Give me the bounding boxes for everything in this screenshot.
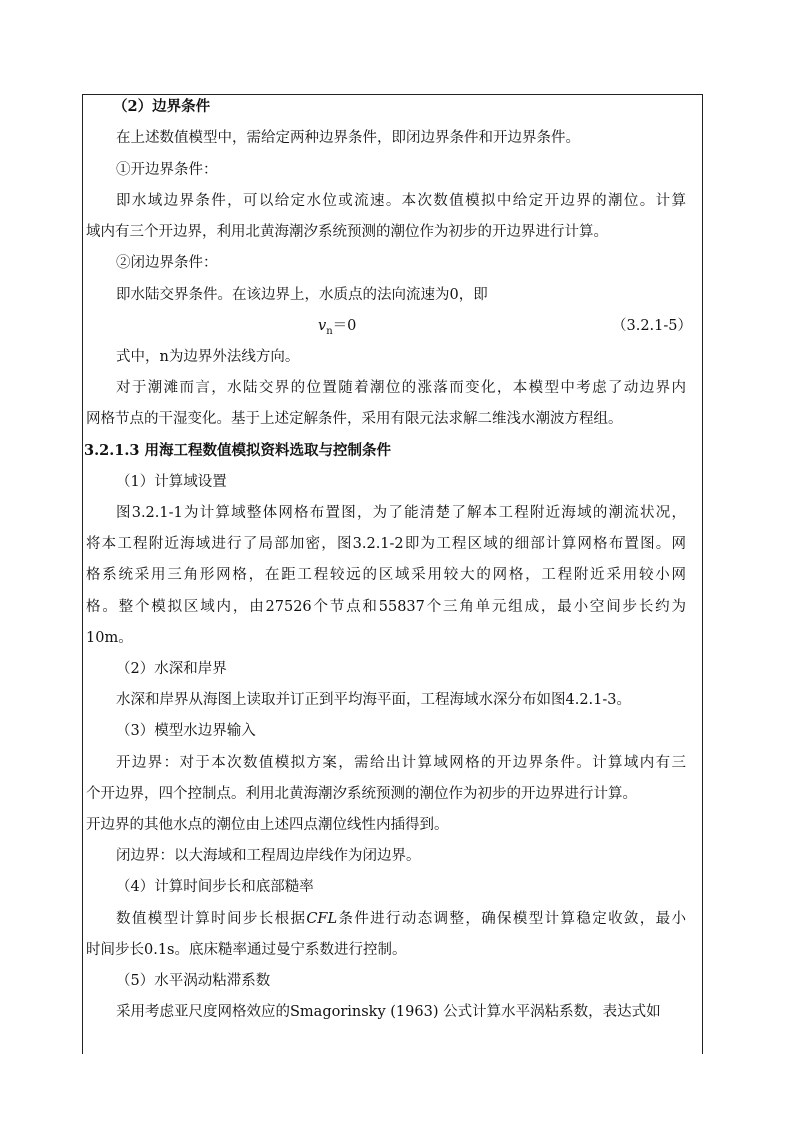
subsection-title: （5）水平涡动粘滞系数	[116, 973, 271, 989]
paragraph-line: 对于潮滩而言，水陆交界的位置随着潮位的涨落而变化，本模型中考虑了动边界内	[116, 380, 686, 396]
heading-3-2-1-3: 3.2.1.3 用海工程数值模拟资料选取与控制条件	[84, 442, 392, 459]
paragraph-line: 格系统采用三角形网格，在距工程较远的区域采用较大的网格，工程附近采用较小网	[86, 567, 686, 583]
paragraph-line: 格。整个模拟区域内，由27526个节点和55837个三角单元组成，最小空间步长约为	[86, 599, 686, 615]
paragraph-line: 开边界：对于本次数值模拟方案，需给出计算域网格的开边界条件。计算域内有三	[116, 755, 686, 771]
paragraph: 水深和岸界从海图上读取并订正到平均海平面，工程海域水深分布如图4.2.1-3。	[116, 692, 632, 708]
equation-subscript: n	[326, 325, 333, 337]
section-title-boundary: （2）边界条件	[113, 98, 211, 115]
paragraph: 即水陆交界条件。在该边界上，水质点的法向流速为0，即	[116, 287, 488, 303]
paragraph-line: 网格节点的干湿变化。基于上述定解条件，采用有限元法求解二维浅水潮波方程组。	[86, 411, 623, 427]
text-span: 数值模型计算时间步长根据	[116, 911, 307, 927]
equation-rhs: ＝0	[332, 318, 357, 334]
paragraph-line: 即水域边界条件，可以给定水位或流速。本次数值模拟中给定开边界的潮位。计算	[116, 193, 686, 209]
subsection-title: （3）模型水边界输入	[116, 723, 256, 739]
equation-number: （3.2.1-5）	[612, 318, 693, 334]
subsection-title-open: ①开边界条件：	[116, 162, 218, 178]
paragraph-line: 10m。	[86, 630, 133, 646]
paragraph: 采用考虑亚尺度网格效应的Smagorinsky (1963) 公式计算水平涡粘系数，表达式如	[116, 1004, 661, 1020]
subsection-title: （4）计算时间步长和底部糙率	[116, 879, 314, 895]
equation-variable: v	[318, 318, 327, 334]
paragraph: 式中，n为边界外法线方向。	[116, 349, 300, 365]
paragraph-line: 开边界的其他水点的潮位由上述四点潮位线性内插得到。	[86, 817, 449, 833]
paragraph-line: 将本工程附近海域进行了局部加密，图3.2.1-2即为工程区域的细部计算网格布置图。网	[86, 536, 686, 552]
paragraph: 闭边界：以大海域和工程周边岸线作为闭边界。	[116, 848, 421, 864]
cfl-term: CFL	[306, 911, 338, 927]
subsection-title: （2）水深和岸界	[116, 661, 227, 677]
paragraph-line: 图3.2.1-1为计算域整体网格布置图，为了能清楚了解本工程附近海域的潮流状况，	[116, 505, 686, 521]
paragraph: 在上述数值模型中，需给定两种边界条件，即闭边界条件和开边界条件。	[116, 130, 580, 146]
paragraph-line: 域内有三个开边界，利用北黄海潮汐系统预测的潮位作为初步的开边界进行计算。	[86, 224, 608, 240]
paragraph-line: 个开边界，四个控制点。利用北黄海潮汐系统预测的潮位作为初步的开边界进行计算。	[86, 786, 637, 802]
subsection-title-closed: ②闭边界条件：	[116, 255, 218, 271]
text-span: 条件进行动态调整，确保模型计算稳定收敛，最小	[337, 911, 687, 927]
equation	[318, 316, 356, 342]
subsection-title: （1）计算域设置	[116, 474, 227, 490]
paragraph-line	[86, 909, 686, 929]
paragraph-line: 时间步长0.1s。底床糙率通过曼宁系数进行控制。	[86, 942, 407, 958]
